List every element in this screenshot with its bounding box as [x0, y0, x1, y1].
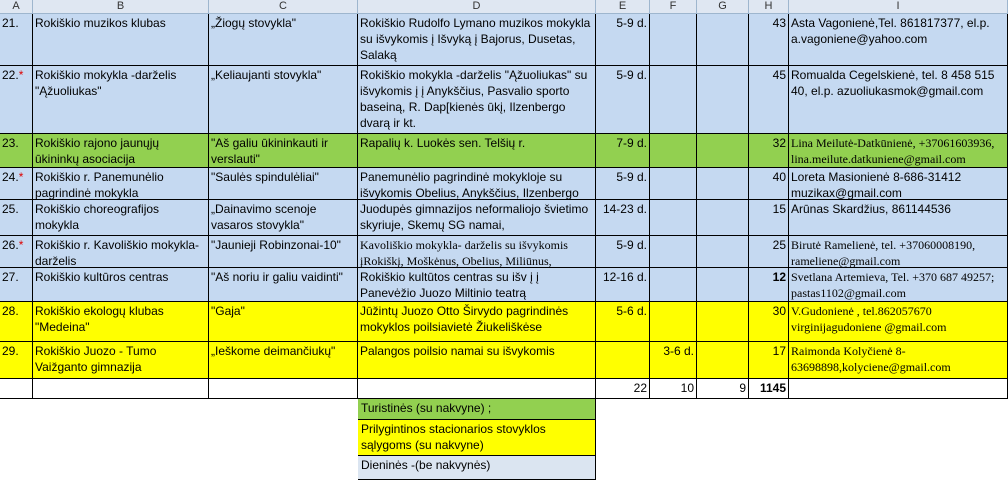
cell-f[interactable] — [650, 302, 697, 342]
cell-i[interactable]: Romualda Cegelskienė, tel. 8 458 515 40, el.p. azuoliukasmok@gmail.com — [789, 66, 1008, 134]
cell-f[interactable] — [650, 200, 697, 236]
star-mark: * — [18, 68, 24, 82]
star-mark: * — [18, 238, 24, 252]
cell-d[interactable]: Rokiškio mokykla -darželis "Ąžuoliukas" su išvykomis į į Anykščius, Pasvalio sporto baseiną, R. Dap[kienės ūkį, Ilzenbergo dvarą ir kt. — [358, 66, 596, 134]
column-header-b[interactable]: B — [33, 0, 209, 13]
row-number: 21. — [2, 16, 19, 30]
column-header-h[interactable]: H — [749, 0, 789, 13]
legend-tourist[interactable]: Turistinės (su nakvyne) ; — [358, 399, 596, 420]
cell-a[interactable] — [0, 302, 33, 342]
cell-e[interactable]: 5-9 d. — [596, 14, 650, 66]
cell-a[interactable] — [0, 14, 33, 66]
total-f-cell[interactable]: 10 — [650, 379, 697, 399]
legend-day[interactable]: Dieninės -(be nakvynės) — [358, 456, 596, 480]
cell-d[interactable]: Panemunėlio pagrindinė mokykloje su išvykomis Obelius, Anykščius, Ilzenbergo — [358, 168, 596, 200]
cell-b[interactable]: Rokiškio kultūros centras — [33, 268, 209, 302]
cell-d[interactable]: Jūžintų Juozo Otto Širvydo pagrindinės mokyklos poilsiavietė Žiukeliškėse — [358, 302, 596, 342]
cell-h[interactable]: 40 — [749, 168, 789, 200]
column-header-d[interactable]: D — [358, 0, 596, 13]
cell-i[interactable]: Lina Meilutė-Datkūnienė, +37061603936, lina.meilute.datkuniene@gmail.com — [789, 134, 1008, 168]
cell-f[interactable] — [650, 14, 697, 66]
cell-f[interactable]: 3-6 d. — [650, 342, 697, 379]
row-number: 22. — [2, 68, 19, 82]
cell-b[interactable]: Rokiškio ekologų klubas "Medeina" — [33, 302, 209, 342]
cell-e[interactable]: 12-16 d. — [596, 268, 650, 302]
cell-b[interactable]: Rokiškio Juozo - Tumo Vaižganto gimnazija — [33, 342, 209, 379]
cell-e[interactable]: 5-9 d. — [596, 236, 650, 268]
cell-f[interactable] — [650, 268, 697, 302]
legend-stationary[interactable]: Prilygintinos stacionarios stovyklos sąlygoms (su nakvyne) — [358, 420, 596, 456]
column-header-a[interactable]: A — [0, 0, 33, 13]
column-header-g[interactable]: G — [697, 0, 749, 13]
cell-e[interactable] — [596, 342, 650, 379]
cell-c[interactable]: "Aš noriu ir galiu vaidinti" — [209, 268, 358, 302]
column-header-e[interactable]: E — [596, 0, 650, 13]
cell-e[interactable]: 5-9 d. — [596, 66, 650, 134]
cell-g[interactable] — [697, 342, 749, 379]
cell-h[interactable]: 32 — [749, 134, 789, 168]
column-header-bar — [0, 0, 1008, 14]
cell-a[interactable] — [0, 236, 33, 268]
cell-b[interactable]: Rokiškio choreografijos mokykla — [33, 200, 209, 236]
cell-c[interactable]: „Keliaujanti stovykla" — [209, 66, 358, 134]
cell-i[interactable]: V.Gudonienė , tel.862057670 virginijagudoniene @gmail.com — [789, 302, 1008, 342]
cell-c[interactable]: "Aš galiu ūkininkauti ir verslauti" — [209, 134, 358, 168]
cell-c[interactable]: "Saulės spindulėliai" — [209, 168, 358, 200]
cell-f[interactable] — [650, 168, 697, 200]
total-e-cell[interactable]: 22 — [596, 379, 650, 399]
cell-i[interactable]: Arūnas Skardžius, 861144536 — [789, 200, 1008, 236]
column-header-i[interactable]: I — [789, 0, 1008, 13]
cell-a[interactable] — [0, 66, 33, 134]
row-number: 24. — [2, 170, 19, 184]
cell-b[interactable]: Rokiškio r. Kavoliškio mokykla-darželis — [33, 236, 209, 268]
cell-g[interactable] — [697, 168, 749, 200]
cell-i[interactable]: Svetlana Artemieva, Tel. +370 687 49257; pastas1102@gmail.com — [789, 268, 1008, 302]
cell-h[interactable]: 30 — [749, 302, 789, 342]
cell-a[interactable] — [0, 134, 33, 168]
cell-g[interactable] — [697, 302, 749, 342]
cell-h[interactable]: 17 — [749, 342, 789, 379]
cell-g[interactable] — [697, 14, 749, 66]
cell-d[interactable]: Kavoliškio mokykla- darželis su išvykomis įRokiškį, Moškėnus, Obelius, Miliūnus, — [358, 236, 596, 268]
row-number: 26. — [2, 238, 19, 252]
cell-a[interactable] — [0, 342, 33, 379]
cell-c[interactable]: „Žiogų stovykla" — [209, 14, 358, 66]
row-number: 25. — [2, 202, 19, 216]
total-h-cell[interactable]: 1145 — [749, 379, 789, 399]
cell-c[interactable]: "Gaja" — [209, 302, 358, 342]
cell-h[interactable]: 15 — [749, 200, 789, 236]
table-cell[interactable] — [0, 379, 33, 399]
cell-b[interactable]: Rokiškio r. Panemunėlio pagrindinė mokykla — [33, 168, 209, 200]
cell-g[interactable] — [697, 66, 749, 134]
row-number: 29. — [2, 344, 19, 358]
table-cell[interactable] — [209, 379, 358, 399]
cell-h[interactable]: 43 — [749, 14, 789, 66]
cell-d[interactable]: Palangos poilsio namai su išvykomis — [358, 342, 596, 379]
cell-i[interactable]: Raimonda Kolyčienė 8-63698898,kolyciene@gmail.com — [789, 342, 1008, 379]
cell-g[interactable] — [697, 268, 749, 302]
cell-c[interactable]: „Ieškome deimančiukų" — [209, 342, 358, 379]
cell-e[interactable]: 5-9 d. — [596, 168, 650, 200]
cell-a[interactable] — [0, 168, 33, 200]
cell-e[interactable]: 14-23 d. — [596, 200, 650, 236]
row-number: 28. — [2, 304, 19, 318]
cell-i[interactable]: Asta Vagonienė,Tel. 861817377, el.p. a.vagoniene@yahoo.com — [789, 14, 1008, 66]
cell-i[interactable]: Birutė Ramelienė, tel. +37060008190, rameliene@gmail.com — [789, 236, 1008, 268]
cell-d[interactable]: Rapalių k. Luokės sen. Telšių r. — [358, 134, 596, 168]
total-g-cell[interactable]: 9 — [697, 379, 749, 399]
row-number: 23. — [2, 136, 19, 150]
cell-a[interactable] — [0, 268, 33, 302]
cell-g[interactable] — [697, 200, 749, 236]
cell-c[interactable]: "Jaunieji Robinzonai-10" — [209, 236, 358, 268]
column-header-c[interactable]: C — [209, 0, 358, 13]
table-cell[interactable] — [358, 379, 596, 399]
cell-f[interactable] — [650, 236, 697, 268]
cell-h[interactable]: 45 — [749, 66, 789, 134]
cell-d[interactable]: Juodupės gimnazijos neformaliojo švietimo skyriuje, Skemų SG namai, — [358, 200, 596, 236]
cell-d[interactable]: Rokiškio Rudolfo Lymano muzikos mokykla su išvykomis į Išvyką į Bajorus, Dusetas, Salaką — [358, 14, 596, 66]
cell-i[interactable]: Loreta Masionienė 8-686-31412 muzikax@gmail.com — [789, 168, 1008, 200]
cell-e[interactable]: 7-9 d. — [596, 134, 650, 168]
cell-g[interactable] — [697, 134, 749, 168]
cell-g[interactable] — [697, 236, 749, 268]
cell-b[interactable]: Rokiškio muzikos klubas — [33, 14, 209, 66]
star-mark: * — [18, 170, 24, 184]
cell-f[interactable] — [650, 66, 697, 134]
column-header-f[interactable]: F — [650, 0, 697, 13]
cell-a[interactable] — [0, 200, 33, 236]
cell-d[interactable]: Rokiškio kultūtos centras su išv į į Panevėžio Juozo Miltinio teatrą — [358, 268, 596, 302]
table-cell[interactable] — [33, 379, 209, 399]
cell-c[interactable]: „Dainavimo scenoje vasaros stovykla" — [209, 200, 358, 236]
table-cell[interactable] — [789, 379, 1008, 399]
cell-h[interactable]: 12 — [749, 268, 789, 302]
cell-b[interactable]: Rokiškio mokykla -darželis "Ąžuoliukas" — [33, 66, 209, 134]
row-number: 27. — [2, 270, 19, 284]
cell-e[interactable]: 5-6 d. — [596, 302, 650, 342]
cell-f[interactable] — [650, 134, 697, 168]
cell-h[interactable]: 25 — [749, 236, 789, 268]
cell-b[interactable]: Rokiškio rajono jaunųjų ūkininkų asociacija — [33, 134, 209, 168]
